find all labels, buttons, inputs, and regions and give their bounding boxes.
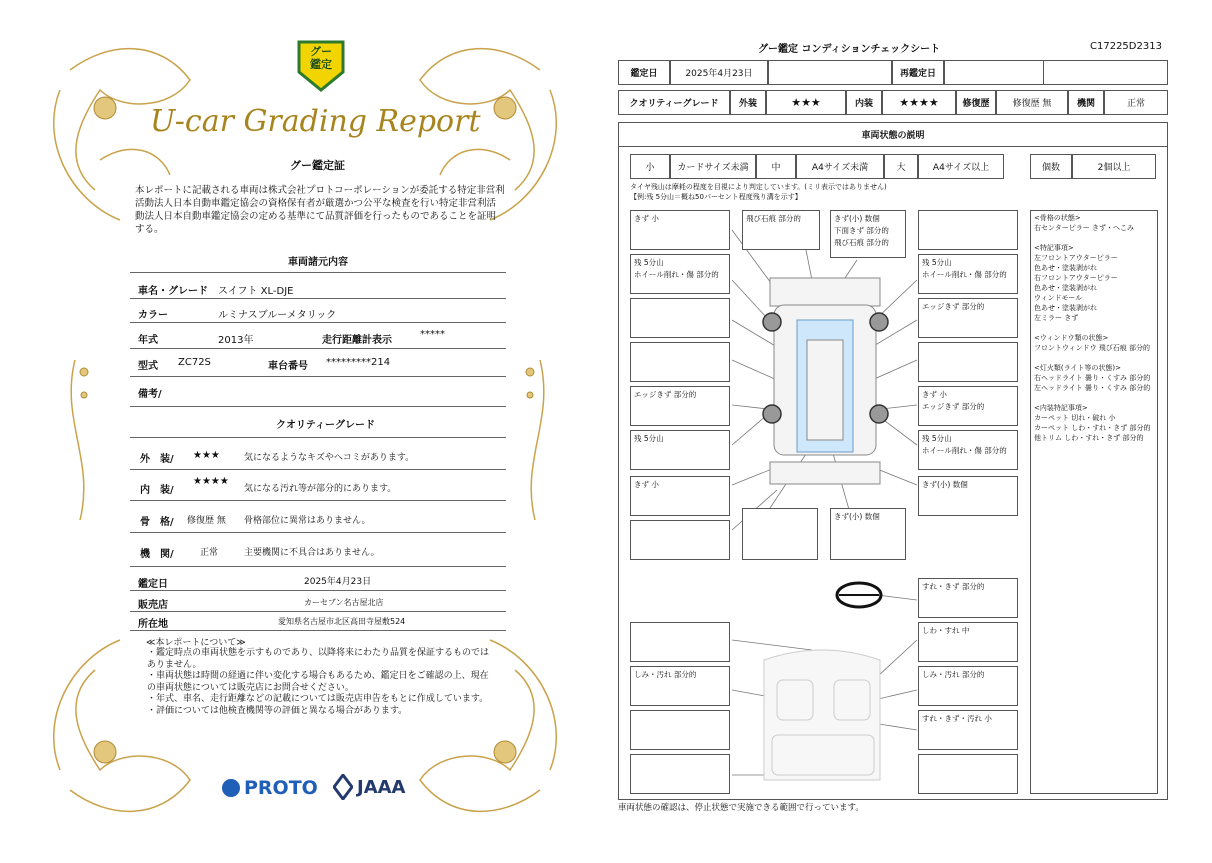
quality-grade-label: クオリティーグレード (618, 90, 730, 115)
condition-label: 残 5分山 ホイール削れ・傷 部分的 (630, 254, 730, 294)
size-small-value: カードサイズ未満 (670, 154, 756, 179)
condition-label: 残 5分山 (630, 430, 730, 470)
exterior-label: 外装 (730, 90, 766, 115)
remarks-label: 備考/ (138, 389, 162, 400)
dealer-label: 販売店 (138, 600, 168, 611)
condition-label: 飛び石痕 部分的 (742, 210, 820, 250)
reappraisal-label: 再鑑定日 (892, 60, 944, 85)
condition-label: エッジきず 部分的 (918, 298, 1018, 338)
repair-value: 修復歴 無 (996, 90, 1068, 115)
size-medium-value: A4サイズ未満 (796, 154, 884, 179)
interior-stars: ★★★★ (882, 90, 956, 115)
condition-label-empty (742, 508, 818, 560)
year-value: 2013年 (218, 335, 254, 346)
count-value: 2個以上 (1072, 154, 1156, 179)
state-heading: 車両状態の説明 (618, 122, 1168, 147)
quality-heading: クオリティーグレード (276, 420, 375, 431)
jaaa-logo: JAAA (333, 774, 423, 802)
condition-label: きず(小) 数個 下面きず 部分的 飛び石痕 部分的 (830, 210, 906, 258)
size-large-value: A4サイズ以上 (918, 154, 1004, 179)
interior-stars: ★★★★ (193, 476, 229, 487)
condition-label: 残 5分山 ホイール削れ・傷 部分的 (918, 254, 1018, 294)
engine-value: 正常 (200, 548, 219, 558)
appraisal-date: 2025年4月23日 (304, 577, 372, 587)
date-label: 鑑定日 (618, 60, 670, 85)
condition-label-empty (630, 622, 730, 662)
engine-label: 機関 (1068, 90, 1104, 115)
date-value: 2025年4月23日 (670, 60, 768, 85)
about-item: ・車両状態は時間の経過に伴い変化する場合もあるため、鑑定日をご確認の上、現在の車両状態については販売店にお問合せください。 (147, 671, 489, 693)
model-value: ZC72S (178, 357, 211, 368)
about-item: ・年式、車名、走行距離などの記載については販売店申告をもとに作成しています。 (147, 694, 489, 704)
exterior-label: 外 装/ (140, 454, 174, 465)
address-value: 愛知県名古屋市北区高田寺屋敷524 (278, 617, 406, 626)
model-label: 型式 (138, 361, 158, 372)
condition-label: きず 小 (630, 476, 730, 516)
frame-desc: 骨格部位に異常はありません。 (244, 516, 371, 526)
condition-label-empty (918, 754, 1018, 794)
dealer-value: カーセブン名古屋北店 (304, 598, 384, 607)
sheet-id: C17225D2313 (1090, 41, 1162, 52)
interior-desc: 気になる汚れ等が部分的にあります。 (244, 484, 397, 494)
condition-label: しみ・汚れ 部分的 (918, 666, 1018, 706)
about-item: ・鑑定時点の車両状態を示すものであり、以降将来にわたり品質を保証するものではありません。 (147, 648, 490, 670)
certificate-intro: 本レポートに記載される車両は株式会社プロトコーポレーションが委託する特定非営利活動法人日本自動車鑑定協会の資格保有者が厳選かつ公平な検査を行い特定非営利活動法人日本自動車鑑定協会の定める基準にて品質評価を行ったものであることを証明する。 (135, 185, 505, 235)
condition-check-sheet (612, 0, 1212, 863)
condition-label-empty (630, 298, 730, 338)
address-label: 所在地 (138, 619, 168, 630)
condition-label: きず 小 (630, 210, 730, 250)
color-value: ルミナスブルーメタリック (218, 310, 337, 321)
chassis-value: *********214 (326, 357, 391, 368)
size-small-key: 小 (630, 154, 670, 179)
condition-label-empty (918, 210, 1018, 250)
condition-label: エッジきず 部分的 (630, 386, 730, 426)
condition-label: しみ・汚れ 部分的 (630, 666, 730, 706)
condition-label-empty (918, 342, 1018, 382)
car-name: スイフト XL-DJE (218, 286, 294, 297)
proto-logo: PROTO (222, 776, 328, 800)
size-medium-key: 中 (756, 154, 796, 179)
goo-appraisal-badge: グー 鑑定 (295, 36, 347, 94)
sheet-footer: 車両状態の確認は、停止状態で実施できる範囲で行っています。 (618, 803, 864, 813)
engine-label: 機 関/ (140, 549, 174, 560)
appraisal-date-label: 鑑定日 (138, 579, 168, 590)
condition-label: きず(小) 数個 (830, 508, 906, 560)
condition-label-empty (630, 342, 730, 382)
exterior-desc: 気になるようなキズやヘコミがあります。 (244, 453, 415, 463)
engine-desc: 主要機関に不具合はありません。 (244, 548, 380, 558)
size-large-key: 大 (884, 154, 918, 179)
car-name-label: 車名・グレード (138, 286, 208, 297)
condition-label-empty (630, 710, 730, 750)
certificate-title: グー鑑定証 (290, 159, 345, 172)
about-item: ・評価については他検査機関等の評価と異なる場合があります。 (147, 705, 408, 716)
mileage-value: ***** (420, 329, 445, 340)
mileage-label: 走行距離計表示 (322, 335, 392, 346)
interior-label: 内装 (846, 90, 882, 115)
condition-label-empty (630, 520, 730, 560)
condition-label: すれ・きず・汚れ 小 (918, 710, 1018, 750)
engine-value: 正常 (1104, 90, 1168, 115)
condition-label: きず 小 エッジきず 部分的 (918, 386, 1018, 426)
spec-heading: 車両諸元内容 (288, 257, 348, 268)
condition-label-empty (630, 754, 730, 794)
year-label: 年式 (138, 335, 158, 346)
color-label: カラー (138, 310, 168, 321)
frame-label: 骨 格/ (140, 517, 174, 528)
sheet-title: グー鑑定 コンディションチェックシート (758, 44, 941, 55)
script-title: U-car Grading Report (150, 104, 481, 139)
about-title: ≪本レポートについて≫ (146, 638, 246, 648)
frame-value: 修復歴 無 (187, 516, 226, 526)
condition-label: すれ・きず 部分的 (918, 578, 1018, 618)
interior-label: 内 装/ (140, 485, 174, 496)
tire-note: タイヤ残山は摩耗の程度を目視により判定しています。(ミリ表示ではありません) 【例:残 5分山＝概ね50パーセント程度残り溝を示す】 (630, 183, 887, 201)
count-label: 個数 (1030, 154, 1072, 179)
notes-text: <骨格の状態> 右センターピラー きず・へこみ <特記事項> 左フロントアウターピラー 色あせ・塗装剥がれ 右フロントアウターピラー 色あせ・塗装剥がれ ウィンドモール 色あせ・塗装剥がれ 左ミラー きず <ウィンドウ類の状態> フロントウィンドウ 飛び石痕 部分的 <灯火類(ライト等の状態)> 右ヘッドライト 曇り・くすみ 部分的 左ヘッドライト 曇り・くすみ 部分的 <内装特記事項> カーペット 切れ・破れ 小 カーペット しわ・すれ・きず 部分的 他トリム しわ・すれ・きず 部分的 (1034, 214, 1151, 442)
exterior-stars: ★★★ (766, 90, 846, 115)
notes-panel (1030, 210, 1158, 794)
chassis-label: 車台番号 (268, 361, 308, 372)
condition-label: 残 5分山 ホイール削れ・傷 部分的 (918, 430, 1018, 470)
condition-label: しわ・すれ 中 (918, 622, 1018, 662)
condition-label: きず(小) 数個 (918, 476, 1018, 516)
repair-label: 修復歴 (956, 90, 996, 115)
exterior-stars: ★★★ (193, 450, 220, 461)
about-list (147, 648, 493, 717)
